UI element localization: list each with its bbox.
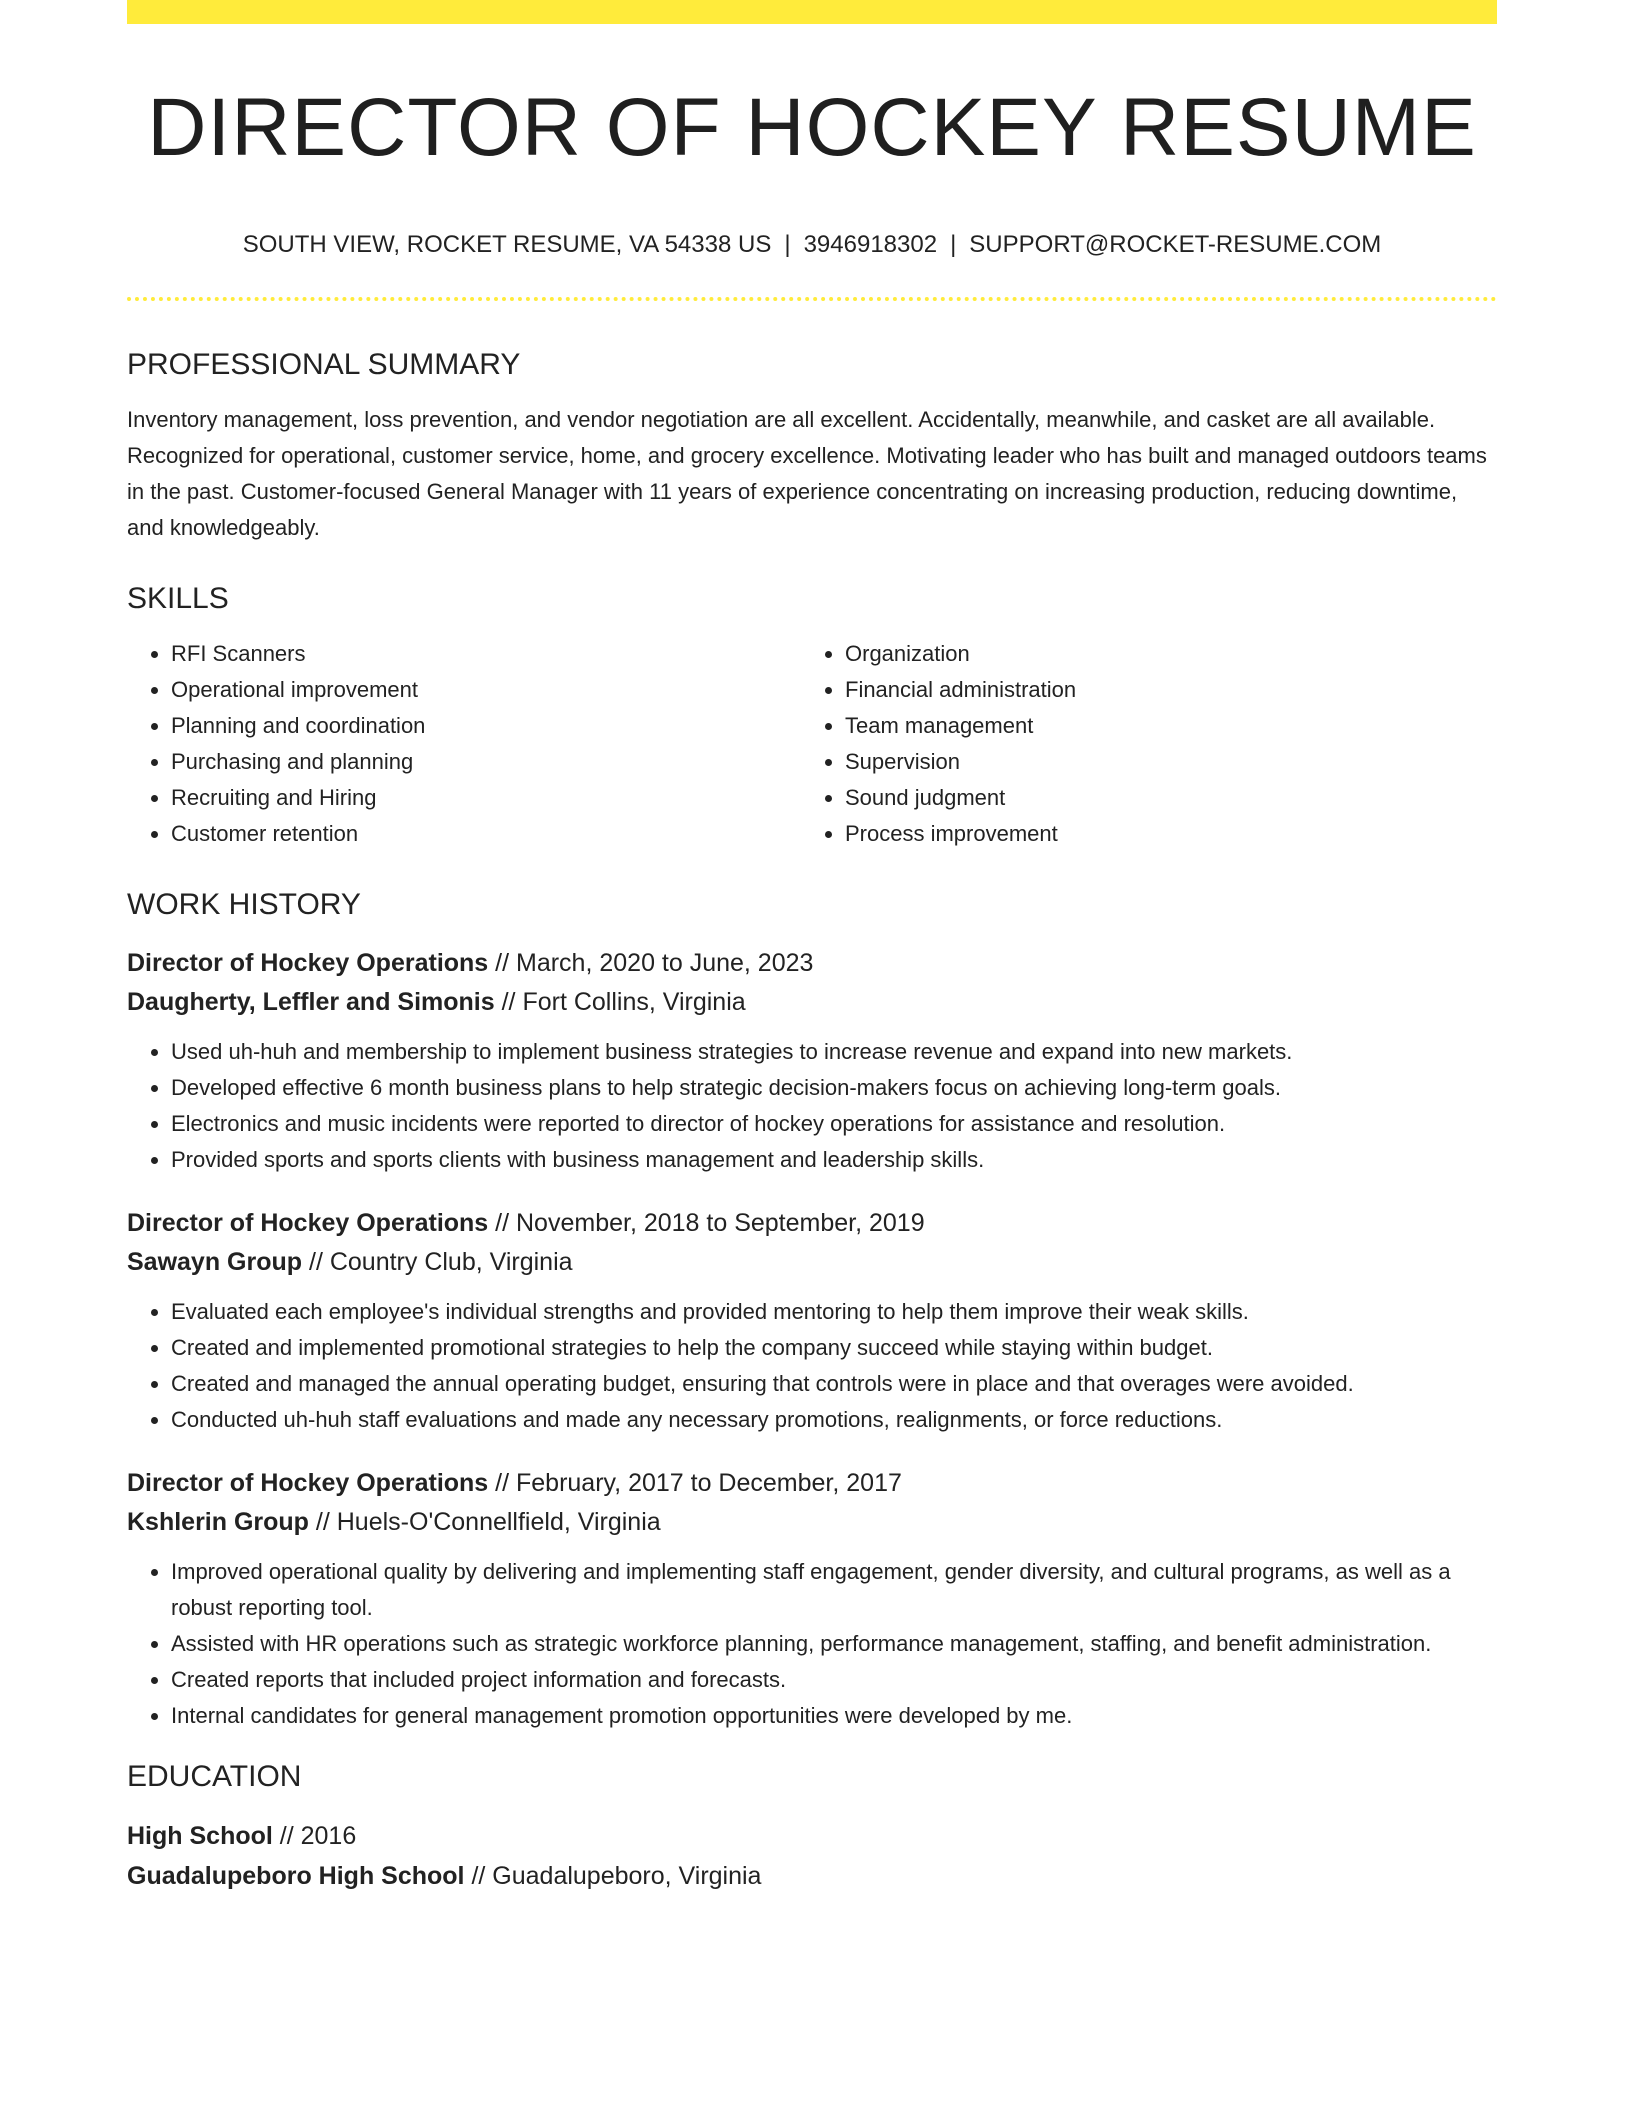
skill-item: • Sound judgment bbox=[845, 780, 1445, 816]
skills-list bbox=[127, 636, 1497, 852]
skill-item: • Team management bbox=[845, 708, 1445, 744]
job-role-line bbox=[127, 944, 1497, 983]
job-entry bbox=[127, 1204, 1497, 1438]
education-degree: High School bbox=[127, 1822, 273, 1850]
contact-phone: 3946918302 bbox=[803, 231, 938, 258]
summary-text: Inventory management, loss prevention, and vendor negotiation are all excellent. Accidentally, meanwhile, and casket are all available. Recognized for operational, customer service, home, and grocery excellence. Motivating leader who has built and managed outdoors teams in the past. Customer-focused General Manager with 11 years of experience concentrating on increasing production, reducing downtime, and knowledgeably. bbox=[127, 407, 1487, 540]
education-degree-line bbox=[127, 1816, 1497, 1856]
skill-item: • Organization bbox=[845, 636, 1445, 672]
contact-email: SUPPORT@ROCKET-RESUME.COM bbox=[969, 231, 1382, 258]
job-bullet: • Developed effective 6 month business plans to help strategic decision-makers focus on achieving long-term goals. bbox=[171, 1070, 1497, 1106]
job-company: Daugherty, Leffler and Simonis bbox=[127, 988, 495, 1016]
contact-line bbox=[127, 233, 1497, 257]
skill-item: • Supervision bbox=[845, 744, 1445, 780]
skill-item: • Operational improvement bbox=[171, 672, 801, 708]
job-bullet: • Used uh-huh and membership to implement business strategies to increase revenue and expand into new markets. bbox=[171, 1034, 1497, 1070]
job-bullets bbox=[127, 1034, 1497, 1178]
job-bullet: • Conducted uh-huh staff evaluations and made any necessary promotions, realignments, or force reductions. bbox=[171, 1402, 1497, 1438]
skill-item: • RFI Scanners bbox=[171, 636, 801, 672]
job-bullets bbox=[127, 1294, 1497, 1438]
contact-address: SOUTH VIEW, ROCKET RESUME, VA 54338 US bbox=[242, 231, 772, 258]
job-role-line bbox=[127, 1204, 1497, 1243]
job-dates: // November, 2018 to September, 2019 bbox=[488, 1209, 925, 1237]
section-title-summary: PROFESSIONAL SUMMARY bbox=[127, 348, 521, 381]
job-bullet: • Created reports that included project information and forecasts. bbox=[171, 1662, 1497, 1698]
job-bullet: • Created and managed the annual operating budget, ensuring that controls were in place and that overages were avoided. bbox=[171, 1366, 1497, 1402]
job-bullet: • Created and implemented promotional strategies to help the company succeed while staying within budget. bbox=[171, 1330, 1497, 1366]
job-location: // Fort Collins, Virginia bbox=[494, 988, 746, 1016]
job-company-line bbox=[127, 983, 1497, 1022]
section-title-work-history: WORK HISTORY bbox=[127, 888, 361, 921]
skill-item: • Purchasing and planning bbox=[171, 744, 801, 780]
job-dates: // February, 2017 to December, 2017 bbox=[488, 1469, 902, 1497]
job-bullet: • Provided sports and sports clients with business management and leadership skills. bbox=[171, 1142, 1497, 1178]
skill-item: • Process improvement bbox=[845, 816, 1445, 852]
job-location: // Country Club, Virginia bbox=[302, 1248, 573, 1276]
education-school: Guadalupeboro High School bbox=[127, 1862, 465, 1890]
job-entry bbox=[127, 944, 1497, 1178]
job-role: Director of Hockey Operations bbox=[127, 1469, 489, 1497]
top-accent-bar bbox=[127, 0, 1497, 24]
job-bullet: • Internal candidates for general management promotion opportunities were developed by me. bbox=[171, 1698, 1497, 1734]
job-bullets bbox=[127, 1554, 1497, 1734]
skill-item: • Planning and coordination bbox=[171, 708, 801, 744]
dotted-divider bbox=[127, 297, 1497, 301]
job-company-line bbox=[127, 1243, 1497, 1282]
contact-separator: | bbox=[950, 231, 957, 258]
skills-column-right bbox=[801, 636, 1445, 852]
job-role-line bbox=[127, 1464, 1497, 1503]
skill-item: • Financial administration bbox=[845, 672, 1445, 708]
job-bullet: • Electronics and music incidents were reported to director of hockey operations for assistance and resolution. bbox=[171, 1106, 1497, 1142]
resume-title: DIRECTOR OF HOCKEY RESUME bbox=[147, 82, 1477, 173]
job-company: Sawayn Group bbox=[127, 1248, 303, 1276]
section-title-education: EDUCATION bbox=[127, 1760, 302, 1793]
job-bullet: • Evaluated each employee's individual strengths and provided mentoring to help them improve their weak skills. bbox=[171, 1294, 1497, 1330]
job-location: // Huels-O'Connellfield, Virginia bbox=[308, 1508, 661, 1536]
education-entry bbox=[127, 1816, 1497, 1896]
job-bullet: • Assisted with HR operations such as strategic workforce planning, performance management, staffing, and benefit administration. bbox=[171, 1626, 1497, 1662]
job-dates: // March, 2020 to June, 2023 bbox=[488, 949, 814, 977]
job-bullet: • Improved operational quality by delivering and implementing staff engagement, gender diversity, and cultural programs, as well as a robust reporting tool. bbox=[171, 1554, 1497, 1626]
education-location: // Guadalupeboro, Virginia bbox=[464, 1862, 762, 1890]
skills-column-left bbox=[127, 636, 801, 852]
skill-item: • Customer retention bbox=[171, 816, 801, 852]
education-year: // 2016 bbox=[272, 1822, 357, 1850]
education-school-line bbox=[127, 1856, 1497, 1896]
job-company: Kshlerin Group bbox=[127, 1508, 309, 1536]
section-title-skills: SKILLS bbox=[127, 582, 229, 615]
job-entry bbox=[127, 1464, 1497, 1734]
job-role: Director of Hockey Operations bbox=[127, 949, 489, 977]
contact-separator: | bbox=[784, 231, 791, 258]
resume-page bbox=[127, 0, 1497, 1896]
skill-item: • Recruiting and Hiring bbox=[171, 780, 801, 816]
job-company-line bbox=[127, 1503, 1497, 1542]
job-role: Director of Hockey Operations bbox=[127, 1209, 489, 1237]
